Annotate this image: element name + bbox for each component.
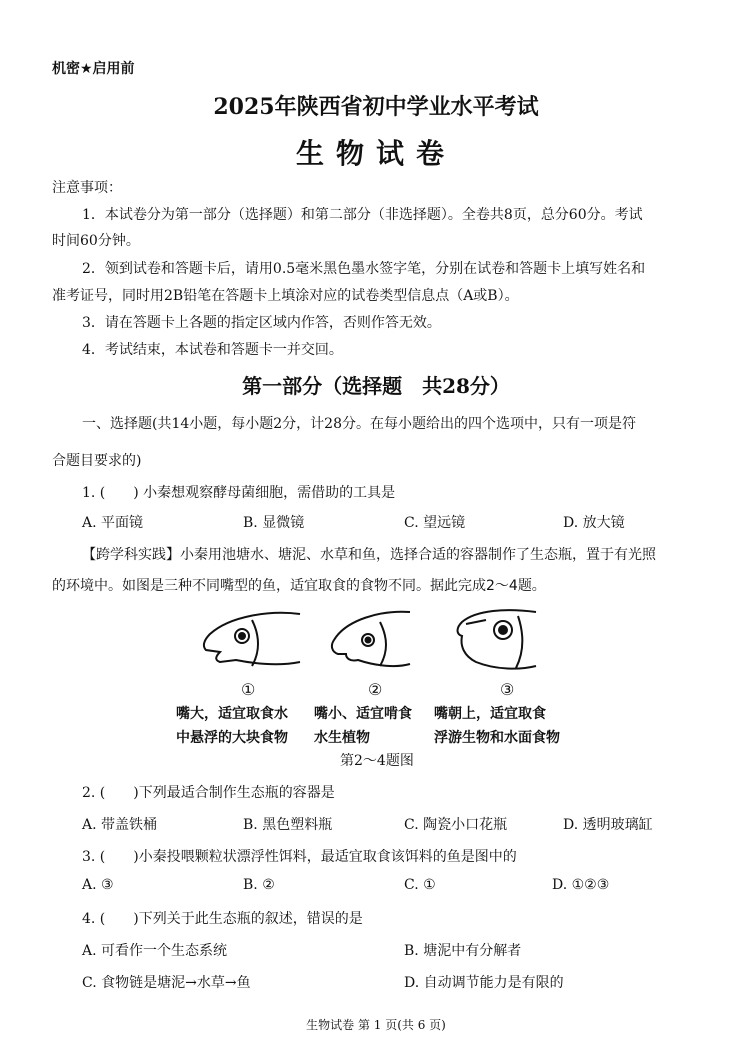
question-1-option-c: C. 望远镜 [404,515,466,531]
section-intro-line-2: 合题目要求的) [52,453,142,469]
question-3-option-d: D. ①②③ [552,877,610,893]
question-2-option-a: A. 带盖铁桶 [82,817,158,833]
question-4-option-c: C. 食物链是塘泥→水草→鱼 [82,975,251,991]
note-2-line-1: 2．领到试卷和答题卡后，请用0.5毫米黑色墨水签字笔，分别在试卷和答题卡上填写姓名和 [82,261,646,277]
fish-2-drawing [332,612,410,666]
question-4-option-b: B. 塘泥中有分解者 [404,943,522,959]
fish-figure [190,600,570,680]
note-1-line-2: 时间60分钟。 [52,233,140,249]
question-2-option-b: B. 黑色塑料瓶 [243,817,333,833]
fish-2-caption-line-2: 水生植物 [314,730,370,746]
fish-3-caption-line-1: 嘴朝上，适宜取食 [434,706,546,722]
fish-1-drawing [204,613,300,666]
note-3: 3．请在答题卡上各题的指定区域内作答，否则作答无效。 [82,315,441,331]
question-3-option-a: A. ③ [82,877,114,893]
fish-1-caption-line-1: 嘴大，适宜取食水 [176,706,288,722]
confidential-label: 机密★启用前 [52,61,135,77]
note-1-line-1: 1．本试卷分为第一部分（选择题）和第二部分（非选择题）。全卷共8页，总分60分。考试 [82,207,643,223]
fish-2-number: ② [368,680,383,699]
exam-title: 2025年陕西省初中学业水平考试 [213,94,539,120]
question-2-option-c: C. 陶瓷小口花瓶 [404,817,508,833]
section-intro-line-1: 一、选择题(共14小题，每小题2分，计28分。在每小题给出的四个选项中，只有一项是符 [82,416,636,432]
fish-1-number: ① [241,680,256,699]
question-1-stem: 1. ( ) 小秦想观察酵母菌细胞，需借助的工具是 [82,485,396,501]
question-1-option-d: D. 放大镜 [563,515,625,531]
question-3-stem: 3. ( )小秦投喂颗粒状漂浮性饵料，最适宜取食该饵料的鱼是图中的 [82,849,517,865]
part-one-title: 第一部分（选择题 共28分） [242,374,510,398]
notes-heading: 注意事项： [52,180,122,196]
note-4: 4．考试结束，本试卷和答题卡一并交回。 [82,342,343,358]
figure-caption: 第2～4题图 [340,753,414,769]
fish-2-caption-line-1: 嘴小、适宜啃食 [314,706,412,722]
question-2-option-d: D. 透明玻璃缸 [563,817,653,833]
fish-1-caption-line-2: 中悬浮的大块食物 [176,730,288,746]
fish-3-caption-line-2: 浮游生物和水面食物 [434,730,560,746]
page-footer: 生物试卷 第 1 页(共 6 页) [306,1018,446,1032]
fish-3-number: ③ [500,680,515,699]
practice-line-2: 的环境中。如图是三种不同嘴型的鱼，适宜取食的食物不同。据此完成2～4题。 [52,578,546,594]
question-2-stem: 2. ( )下列最适合制作生态瓶的容器是 [82,785,335,801]
subject-title: 生物试卷 [295,137,456,170]
question-4-option-a: A. 可看作一个生态系统 [82,943,228,959]
note-2-line-2: 准考证号，同时用2B铅笔在答题卡上填涂对应的试卷类型信息点（A或B）。 [52,288,519,304]
question-4-stem: 4. ( )下列关于此生态瓶的叙述，错误的是 [82,911,363,927]
question-1-option-a: A. 平面镜 [82,515,144,531]
question-3-option-b: B. ② [243,877,275,893]
fish-3-drawing [458,610,537,668]
question-1-option-b: B. 显微镜 [243,515,305,531]
question-4-option-d: D. 自动调节能力是有限的 [404,975,564,991]
practice-line-1: 【跨学科实践】小秦用池塘水、塘泥、水草和鱼，选择合适的容器制作了生态瓶，置于有光照 [82,547,656,563]
question-3-option-c: C. ① [404,877,436,893]
